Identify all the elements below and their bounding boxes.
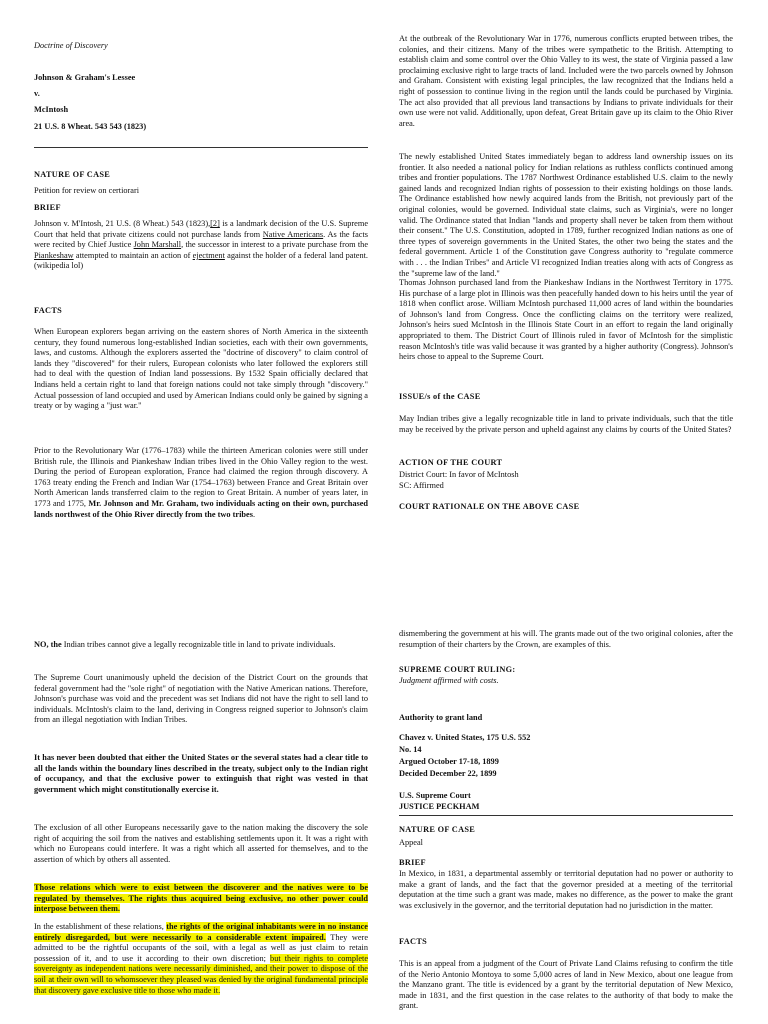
right-paragraph-1: At the outbreak of the Revolutionary War in 1776, numerous conflicts erupted between tribes, the colonies, and their citizens. Many of the tribes were sympathetic to the British. Attempting to establish claim and some control over the Ohio Valley to its west, the state of Virginia passed a law proclaiming exclusive right to large tracts of land. Included were the two parcels owned by Johnson and Graham. Consistent with existing legal principles, the law recognized that the Indians held a right of possession to continue living in the region until the lands could be purchased by Virginia. The act also provided that all previous land transactions by Indians to private individuals for their own use were not valid. Additionally, upon defeat, Great Britain gave up its claim to the Ohio River area. <box>399 34 733 128</box>
highlighted-passage-3: but their rights to complete sovereignty as independent nations were necessarily diminished, and their power to dispose of the soil at their own will to whomsoever they pleased was denied by the original fundamental principle that discovery gave exclusive title to those who made it. <box>34 953 369 995</box>
brief-paragraph <box>34 219 368 272</box>
facts2-heading: FACTS <box>399 937 428 946</box>
left2-paragraph-3: It has never been doubted that either the United States or the several states had a clear title to all the lands within the boundary lines described in the treaty, subject only to the Indian right of occupancy, and that the exclusive power to extinguish that right was vested in that government which might constitutionally exercise it. <box>34 753 368 794</box>
case2-line-3: Argued October 17-18, 1899 <box>399 757 499 766</box>
brief-text-d: , the successor in interest to a private purchase from the <box>181 240 368 250</box>
case2-line-4: Decided December 22, 1899 <box>399 769 497 778</box>
brief2-text: In Mexico, in 1831, a departmental assembly or territorial deputation had no power or authority to make a grant of lands, and the fact that the governor presided at a meeting of the territorial deputation at the time such a grant was made, makes no difference, as the power to make the grant was exclusively in the governor, and the territorial deputation had no jurisdiction in the matter. <box>399 869 733 910</box>
facts-paragraph-1: When European explorers began arriving on the eastern shores of North America in the sixteenth century, they found numerous long-established Indian societies, each with their own governments, laws, and customs. Although the explorers asserted the "doctrine of discovery" to claim control of lands they "discovered" for their rulers, European colonists who later followed the explorers still had to deal with the question of Indian land possessions. By 1532 Spain officially declared that Indians held a certain right to land that foreign nations could not take simply through "discovery." Actual possession of land occupied and used by American Indians could only be gained by signing a treaty or by waging a "just war." <box>34 327 368 411</box>
brief-footnote-link[interactable]: [2] <box>210 219 220 228</box>
supreme-court-ruling-heading: SUPREME COURT RULING: <box>399 665 516 674</box>
left2-paragraph-6 <box>34 922 368 996</box>
case2-line-1: Chavez v. United States, 175 U.S. 552 <box>399 733 531 742</box>
issue-text: May Indian tribes give a legally recognizable title in land to private individuals, such that the title may be received by the private person and upheld against any claims by courts of the United States? <box>399 414 733 434</box>
right-paragraph-3: Thomas Johnson purchased land from the Piankeshaw Indians in the Northwest Territory in 1775. His purchase of a large plot in Illinois was then peacefully handed down to his heirs until the year of 1818 when conflict arose. William McIntosh purchased 11,000 acres of land within the boundaries of Johnson's land from Congress. Once the conflicting claims on the territory were realized, Johnson's heirs sued McIntosh in the Illinois State Court in an effort to regain the land originally appropriated to them. The District Court of Illinois ruled in favor of McIntosh for the simplistic reason McIntosh's title was valid because it was granted by a higher authority (Congress). Johnson's heirs chose to appeal to the Supreme Court. <box>399 278 733 362</box>
brief2-heading: BRIEF <box>399 858 426 867</box>
nature2-text: Appeal <box>399 838 423 847</box>
brief-text-c: . As the facts were recited by Chief Justice <box>34 229 369 250</box>
nature-heading: NATURE OF CASE <box>34 170 111 179</box>
issue-heading: ISSUE/s of the CASE <box>399 392 481 401</box>
ruling-answer-text: Indian tribes cannot give a legally recognizable title in land to private individuals. <box>61 640 336 649</box>
court-line-1: U.S. Supreme Court <box>399 791 471 800</box>
case-name-line3: McIntosh <box>34 105 69 114</box>
link-native-americans[interactable]: Native Americans <box>262 229 324 239</box>
supreme-court-ruling-text: Judgment affirmed with costs. <box>399 676 499 685</box>
nature-text: Petition for review on certiorari <box>34 186 140 195</box>
section-divider-2 <box>399 815 733 816</box>
link-ejectment[interactable]: ejectment <box>192 250 225 260</box>
facts-p2-bold: Mr. Johnson and Mr. Graham, two individuals acting on their own, purchased lands northwest of the Ohio River directly from the two tribes <box>34 498 368 519</box>
case-name-line1: Johnson & Graham's Lessee <box>34 73 136 82</box>
p6-text-a: In the establishment of these relations, <box>34 922 167 931</box>
brief-text-a: Johnson v. M'Intosh, 21 U.S. (8 Wheat.) 543 (1823), <box>34 219 211 228</box>
left2-paragraph-4: The exclusion of all other Europeans necessarily gave to the nation making the discovery the sole right of acquiring the soil from the natives and establishing settlements upon it. It was a right with which no Europeans could interfere. It was a right which all asserted for themselves, and to the assertion of which by others all assented. <box>34 823 368 864</box>
brief-text-b: is a landmark decision of the U.S. Supreme Court that held that private citizens could not purchase lands from <box>34 219 369 239</box>
left2-paragraph-5 <box>34 883 368 915</box>
facts-heading: FACTS <box>34 306 63 315</box>
court-line-2: JUSTICE PECKHAM <box>399 802 480 811</box>
nature2-heading: NATURE OF CASE <box>399 825 476 834</box>
action-heading: ACTION OF THE COURT <box>399 458 503 467</box>
action-line-1: District Court: In favor of McIntosh <box>399 470 519 479</box>
case-name-line2: v. <box>34 89 40 98</box>
case2-line-2: No. 14 <box>399 745 422 754</box>
ruling-answer <box>34 640 368 651</box>
authority-heading: Authority to grant land <box>399 713 483 722</box>
section-divider <box>34 147 368 148</box>
highlighted-passage-1: Those relations which were to exist between the discoverer and the natives were to be regulated by themselves. The rights thus acquired being exclusive, no other power could interpose between them. <box>34 883 368 914</box>
right-paragraph-2: The newly established United States immediately began to address land ownership issues on its frontier. It also needed a national policy for Indian relations as ruthless conflicts continued among tribes and frontier populations. The 1787 Northwest Ordinance established U.S. claim to the newly gained lands and recognized Indian rights of possession to their existing holdings on those lands. The Ordinance established how newly acquired lands from the British, not previously part of the original colonies, would be governed. Individual state claims, such as Virginia's, were no longer valid. The Ordinance stated that Indian "lands and property shall never be taken from them without their consent." The U.S. Constitution, adopted in 1789, further recognized Indian nations as one of three types of sovereign governments in the United States, the other two being the states and the federal government. Article 1 of the Constitution gave Congress authority to "regulate commerce with . . . the Indian Tribes" and Article VI recognized Indian treaties along with acts of Congress as the "supreme law of the land." <box>399 152 733 278</box>
page2-right-column <box>399 512 733 1024</box>
case-citation: 21 U.S. 8 Wheat. 543 543 (1823) <box>34 122 147 131</box>
brief-text-f: against the holder of a federal land patent. (wikipedia lol) <box>34 250 369 271</box>
highlighted-passage-2: the rights of the original inhabitants were in no instance entirely disregarded, but were necessarily to a considerable extent impaired. <box>34 922 368 942</box>
link-john-marshall[interactable]: John Marshall <box>133 240 182 250</box>
p6-text-c: They were admitted to be the rightful occupants of the soil, with a legal as well as just claim to retain possession of it, and to use it according to their own discretion; <box>34 932 368 963</box>
page-2 <box>0 509 768 1024</box>
facts-p2-text: Prior to the Revolutionary War (1776–1783) while the thirteen American colonies were still under British rule, the Illinois and Piankeshaw Indian tribes lived in the Ohio Valley region to the west. During the period of European exploration, France had claimed the region through discovery. A 1763 treaty ending the French and Indian War (1754–1763) between France and Great Britain over North American lands transferred claim to the region to Great Britain. A number of years later, in 1773 and 1775, <box>34 446 368 508</box>
brief-text-e: attempted to maintain an action of <box>73 250 193 260</box>
facts-paragraph-2 <box>34 446 368 520</box>
page2-left-column <box>34 509 369 1024</box>
left2-paragraph-2: The Supreme Court unanimously upheld the decision of the District Court on the grounds that federal government had the "sole right" of negotiation with the Native American nations. Therefore, Johnson's purchase was void and the precedent was set Indians did not have the right to sell land to individuals. McIntosh's claim to the land, deriving in Congress reigned superior to Johnson's claim from an illegal negotiation with Indian Tribes. <box>34 673 368 725</box>
page1-right-column <box>399 0 733 512</box>
facts-p2-end: . <box>252 509 256 519</box>
rationale-heading: COURT RATIONALE ON THE ABOVE CASE <box>399 502 580 511</box>
link-piankeshaw[interactable]: Piankeshaw <box>34 250 74 260</box>
facts2-text: This is an appeal from a judgment of the Court of Private Land Claims refusing to confirm the title of the Nerio Antonio Montoya to some 5,000 acres of land in New Mexico, about one league from the Manzano grant. The title is evidenced by a grant by the territorial deputation of New Mexico, made in 1831, and the first question in the case relates to the authority of that body to make the grant. <box>399 959 733 1011</box>
doc-title: Doctrine of Discovery <box>34 41 108 50</box>
right2-paragraph-1: dismembering the government at his will. The grants made out of the two original colonies, after the resumption of their charters by the Crown, are examples of this. <box>399 629 733 649</box>
action-line-2: SC: Affirmed <box>399 481 444 490</box>
brief-heading: BRIEF <box>34 203 61 212</box>
page1-left-column <box>34 0 369 519</box>
ruling-answer-bold: NO, the <box>34 640 62 649</box>
